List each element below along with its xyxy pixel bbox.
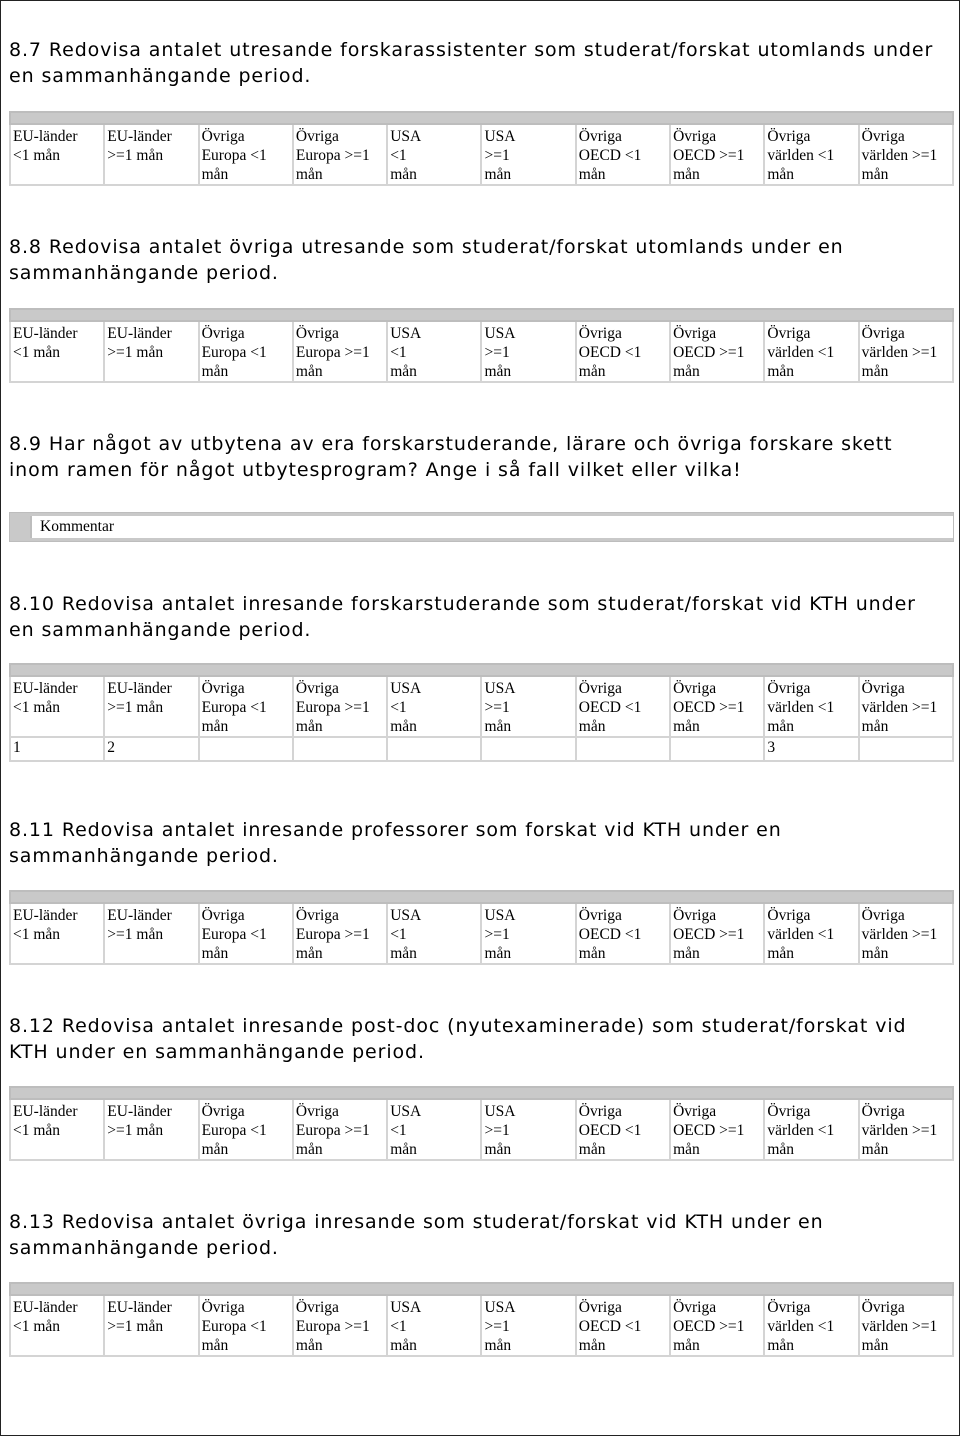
section-8-10-heading: 8.10 Redovisa antalet inresande forskarstuderande som studerat/forskat vid KTH under en sammanhängande period.: [9, 593, 916, 641]
value-cell[interactable]: [293, 737, 387, 761]
col-oecd-lt1: Övriga OECD <1 mån: [578, 325, 642, 380]
col-eu-ge1: EU-länder >=1 mån: [107, 1103, 172, 1139]
col-world-ge1: Övriga världen >=1 mån: [861, 1103, 938, 1158]
value-cell[interactable]: [576, 737, 670, 761]
col-europe-ge1: Övriga Europa >=1 mån: [295, 680, 370, 735]
value-cell[interactable]: 1: [10, 737, 104, 761]
col-oecd-ge1: Övriga OECD >=1 mån: [673, 1299, 745, 1354]
col-eu-ge1: EU-länder >=1 mån: [107, 907, 172, 943]
col-usa-lt1: USA <1 mån: [390, 128, 422, 183]
header-row: [10, 903, 953, 964]
value-cell[interactable]: [670, 737, 764, 761]
value-cell[interactable]: 2: [104, 737, 198, 761]
col-oecd-lt1: Övriga OECD <1 mån: [578, 680, 642, 735]
section-8-8-heading: 8.8 Redovisa antalet övriga utresande som studerat/forskat utomlands under en sammanhängande period.: [9, 236, 844, 284]
col-usa-ge1: USA >=1 mån: [484, 1103, 516, 1158]
section-8-11-table: [9, 890, 954, 965]
col-usa-lt1: USA <1 mån: [390, 907, 422, 962]
table-header-bar: [10, 1087, 953, 1099]
col-world-lt1: Övriga världen <1 mån: [767, 128, 835, 183]
value-cell[interactable]: [481, 737, 575, 761]
table-header-bar: [10, 309, 953, 321]
header-row: [10, 321, 953, 382]
col-europe-ge1: Övriga Europa >=1 mån: [295, 1299, 370, 1354]
col-usa-ge1: USA >=1 mån: [484, 907, 516, 962]
col-oecd-ge1: Övriga OECD >=1 mån: [673, 680, 745, 735]
col-europe-lt1: Övriga Europa <1 mån: [201, 128, 267, 183]
col-europe-lt1: Övriga Europa <1 mån: [201, 1103, 267, 1158]
col-usa-lt1: USA <1 mån: [390, 325, 422, 380]
col-europe-lt1: Övriga Europa <1 mån: [201, 1299, 267, 1354]
section-8-12-table: [9, 1086, 954, 1161]
col-oecd-lt1: Övriga OECD <1 mån: [578, 1103, 642, 1158]
section-8-8-table: [9, 308, 954, 383]
col-europe-lt1: Övriga Europa <1 mån: [201, 325, 267, 380]
col-usa-ge1: USA >=1 mån: [484, 680, 516, 735]
section-8-7-heading: 8.7 Redovisa antalet utresande forskarassistenter som studerat/forskat utomlands under en sammanhängande period.: [9, 39, 934, 87]
section-8-7-table: [9, 111, 954, 186]
col-eu-lt1: EU-länder <1 mån: [13, 1103, 78, 1139]
col-eu-lt1: EU-länder <1 mån: [13, 907, 78, 943]
col-oecd-lt1: Övriga OECD <1 mån: [578, 1299, 642, 1354]
col-usa-ge1: USA >=1 mån: [484, 325, 516, 380]
header-row: [10, 124, 953, 185]
comment-label: Kommentar: [30, 516, 953, 538]
col-oecd-lt1: Övriga OECD <1 mån: [578, 907, 642, 962]
col-eu-ge1: EU-länder >=1 mån: [107, 680, 172, 716]
col-europe-lt1: Övriga Europa <1 mån: [201, 907, 267, 962]
col-world-ge1: Övriga världen >=1 mån: [861, 1299, 938, 1354]
table-header-bar: [10, 891, 953, 903]
section-8-10-table: [9, 663, 954, 762]
header-row: [10, 1099, 953, 1160]
col-world-ge1: Övriga världen >=1 mån: [861, 907, 938, 962]
col-oecd-lt1: Övriga OECD <1 mån: [578, 128, 642, 183]
col-eu-ge1: EU-länder >=1 mån: [107, 1299, 172, 1335]
col-oecd-ge1: Övriga OECD >=1 mån: [673, 128, 745, 183]
section-8-9-heading: 8.9 Har något av utbytena av era forskarstuderande, lärare och övriga forskare skett inom ramen för något utbytesprogram? Ange i så fall vilket eller vilka!: [9, 433, 893, 481]
value-row: [10, 737, 953, 761]
col-europe-ge1: Övriga Europa >=1 mån: [295, 128, 370, 183]
col-usa-lt1: USA <1 mån: [390, 680, 422, 735]
section-8-11-heading: 8.11 Redovisa antalet inresande professorer som forskat vid KTH under en sammanhängande period.: [9, 819, 782, 867]
col-world-ge1: Övriga världen >=1 mån: [861, 680, 938, 735]
value-cell[interactable]: [859, 737, 953, 761]
header-row: [10, 676, 953, 737]
col-world-lt1: Övriga världen <1 mån: [767, 325, 835, 380]
value-cell[interactable]: [387, 737, 481, 761]
col-oecd-ge1: Övriga OECD >=1 mån: [673, 1103, 745, 1158]
col-usa-lt1: USA <1 mån: [390, 1103, 422, 1158]
col-world-lt1: Övriga världen <1 mån: [767, 907, 835, 962]
header-row: [10, 1295, 953, 1356]
value-cell[interactable]: 3: [764, 737, 858, 761]
col-europe-ge1: Övriga Europa >=1 mån: [295, 907, 370, 962]
section-8-12-heading: 8.12 Redovisa antalet inresande post-doc (nyutexaminerade) som studerat/forskat vid KTH under en sammanhängande period.: [9, 1015, 907, 1063]
col-oecd-ge1: Övriga OECD >=1 mån: [673, 325, 745, 380]
col-eu-lt1: EU-länder <1 mån: [13, 1299, 78, 1335]
col-world-lt1: Övriga världen <1 mån: [767, 1299, 835, 1354]
col-usa-lt1: USA <1 mån: [390, 1299, 422, 1354]
col-world-ge1: Övriga världen >=1 mån: [861, 325, 938, 380]
col-europe-ge1: Övriga Europa >=1 mån: [295, 1103, 370, 1158]
col-oecd-ge1: Övriga OECD >=1 mån: [673, 907, 745, 962]
comment-field[interactable]: [9, 512, 954, 542]
col-europe-lt1: Övriga Europa <1 mån: [201, 680, 267, 735]
col-eu-lt1: EU-länder <1 mån: [13, 325, 78, 361]
col-eu-ge1: EU-länder >=1 mån: [107, 325, 172, 361]
table-header-bar: [10, 112, 953, 124]
col-usa-ge1: USA >=1 mån: [484, 128, 516, 183]
section-8-13-heading: 8.13 Redovisa antalet övriga inresande som studerat/forskat vid KTH under en sammanhängande period.: [9, 1211, 824, 1259]
col-eu-ge1: EU-länder >=1 mån: [107, 128, 172, 164]
table-header-bar: [10, 664, 953, 676]
col-europe-ge1: Övriga Europa >=1 mån: [295, 325, 370, 380]
col-world-lt1: Övriga världen <1 mån: [767, 680, 835, 735]
col-eu-lt1: EU-länder <1 mån: [13, 128, 78, 164]
col-world-ge1: Övriga världen >=1 mån: [861, 128, 938, 183]
col-usa-ge1: USA >=1 mån: [484, 1299, 516, 1354]
table-header-bar: [10, 1283, 953, 1295]
section-8-13-table: [9, 1282, 954, 1357]
value-cell[interactable]: [199, 737, 293, 761]
col-eu-lt1: EU-länder <1 mån: [13, 680, 78, 716]
col-world-lt1: Övriga världen <1 mån: [767, 1103, 835, 1158]
